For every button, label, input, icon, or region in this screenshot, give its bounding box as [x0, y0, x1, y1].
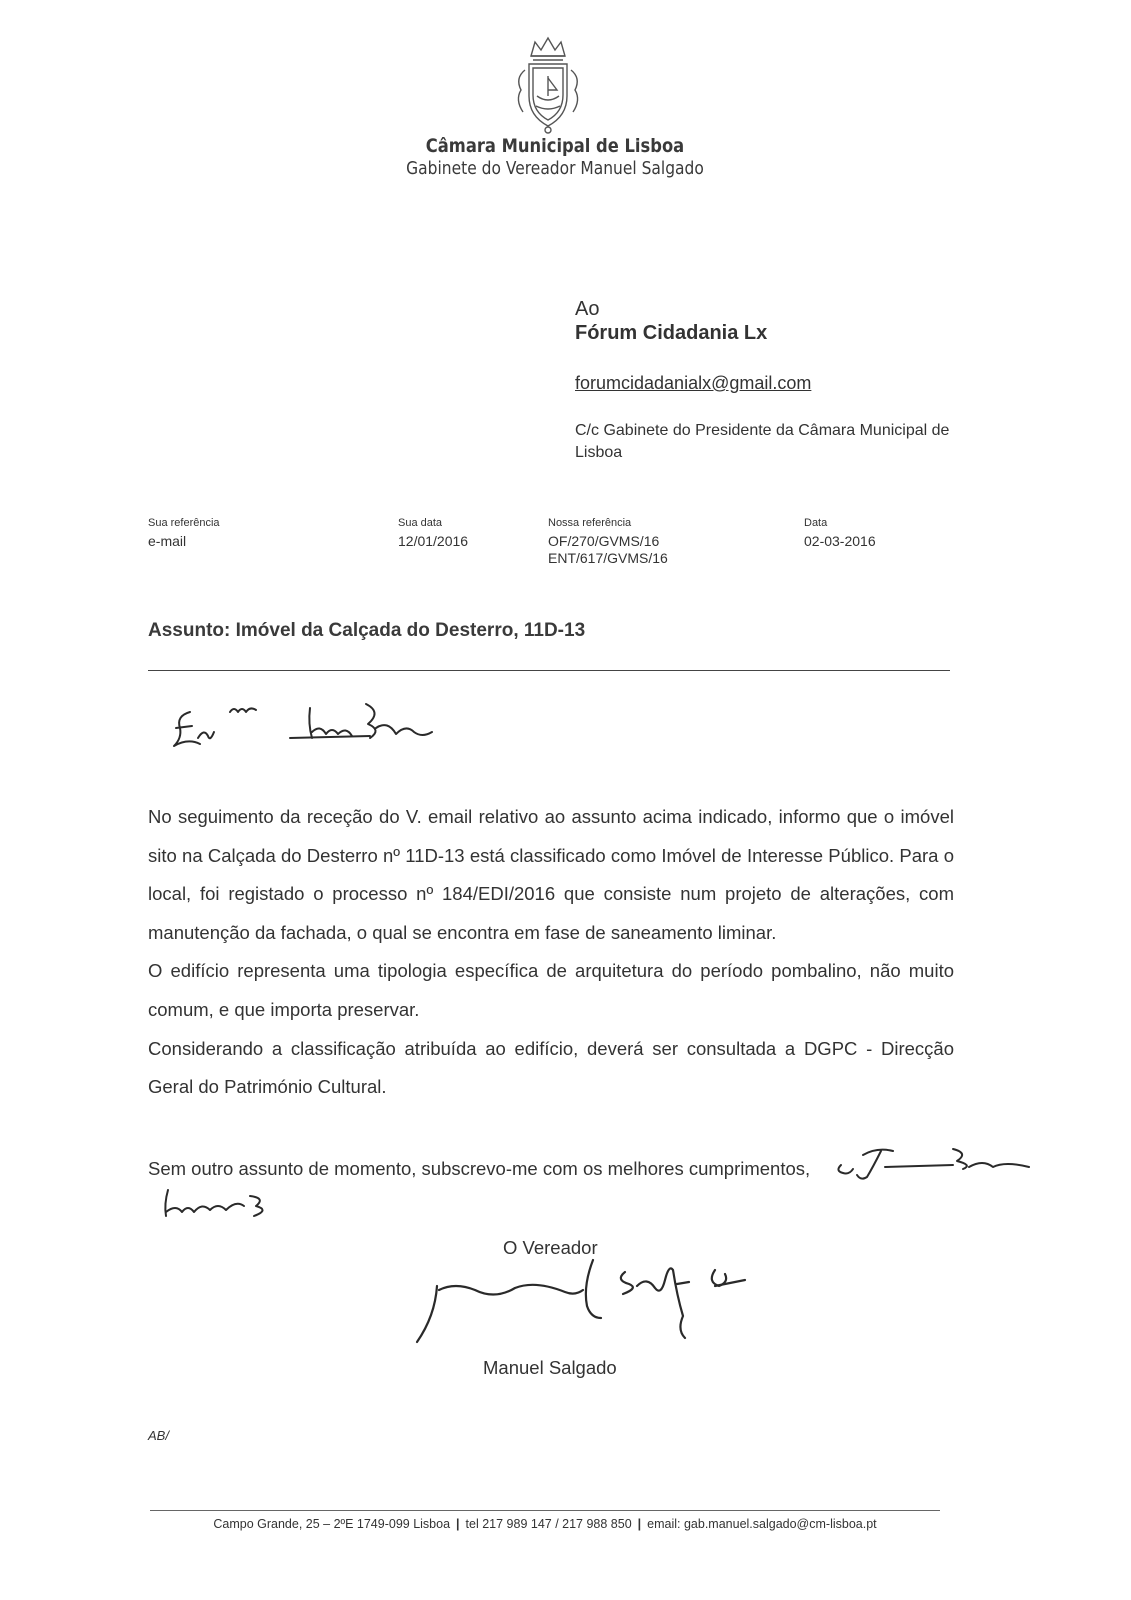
- footer-divider: [150, 1510, 940, 1511]
- organization-name: Câmara Municipal de Lisboa: [425, 135, 685, 157]
- footer-email[interactable]: email: gab.manuel.salgado@cm-lisboa.pt: [647, 1517, 877, 1531]
- subject-line: Assunto: Imóvel da Calçada do Desterro, 11D-13: [148, 620, 586, 641]
- recipient-prefix: Ao: [575, 298, 600, 320]
- ref-label: Nossa referência: [548, 517, 632, 529]
- handwritten-greeting: [170, 698, 450, 754]
- ref-value: e-mail: [148, 533, 187, 549]
- recipient-email-link[interactable]: forumcidadanialx@gmail.com: [575, 373, 812, 393]
- footer-phone: tel 217 989 147 / 217 988 850: [465, 1517, 632, 1531]
- body-paragraph: Considerando a classificação atribuída ao edifício, deverá ser consultada a DGPC - Direcção Geral do Património Cultural.: [148, 1037, 954, 1098]
- letter-body: [148, 798, 954, 1107]
- recipient-name: Fórum Cidadania Lx: [575, 322, 768, 344]
- ref-value-secondary: ENT/617/GVMS/16: [548, 550, 668, 566]
- body-paragraph: No seguimento da receção do V. email relativo ao assunto acima indicado, informo que o imóvel sito na Calçada do Desterro nº 11D-13 está classificado como Imóvel de Interesse Público. Para o local, foi registado o processo nº 184/EDI/2016 que consiste num projeto de alterações, com manutenção da fachada, o qual se encontra em fase de saneamento liminar.: [148, 806, 954, 943]
- ref-label: Sua data: [398, 517, 443, 529]
- ref-value: 02-03-2016: [804, 533, 876, 549]
- ref-label: Sua referência: [148, 517, 220, 529]
- handwritten-closing: [833, 1145, 1033, 1185]
- signatory-title: O Vereador: [503, 1237, 598, 1258]
- office-name: Gabinete do Vereador Manuel Salgado: [406, 158, 704, 179]
- ref-label: Data: [804, 517, 828, 529]
- footer-address: Campo Grande, 25 – 2ºE 1749-099 Lisboa: [213, 1517, 451, 1531]
- signatory-name: Manuel Salgado: [483, 1357, 617, 1378]
- handwritten-closing-continued: [160, 1182, 275, 1220]
- typist-initials: AB/: [148, 1428, 169, 1443]
- ref-value: 12/01/2016: [398, 533, 469, 549]
- ref-your-reference: [148, 515, 220, 550]
- recipient-cc: C/c Gabinete do Presidente da Câmara Municipal de Lisboa: [575, 422, 950, 461]
- handwritten-signature: [415, 1256, 770, 1356]
- ref-value: OF/270/GVMS/16: [548, 533, 660, 549]
- footer-separator: |: [456, 1517, 460, 1531]
- ref-date: [804, 515, 876, 550]
- footer-contact: [150, 1517, 940, 1531]
- lisbon-coat-of-arms-icon: [503, 34, 593, 134]
- body-paragraph: O edifício representa uma tipologia específica de arquitetura do período pombalino, não muito comum, e que importa preservar.: [148, 960, 954, 1020]
- ref-our-reference: [548, 515, 668, 567]
- footer-separator: |: [637, 1517, 642, 1531]
- ref-your-date: [398, 515, 468, 550]
- subject-divider: [148, 670, 950, 671]
- closing-line: Sem outro assunto de momento, subscrevo-me com os melhores cumprimentos,: [148, 1158, 811, 1179]
